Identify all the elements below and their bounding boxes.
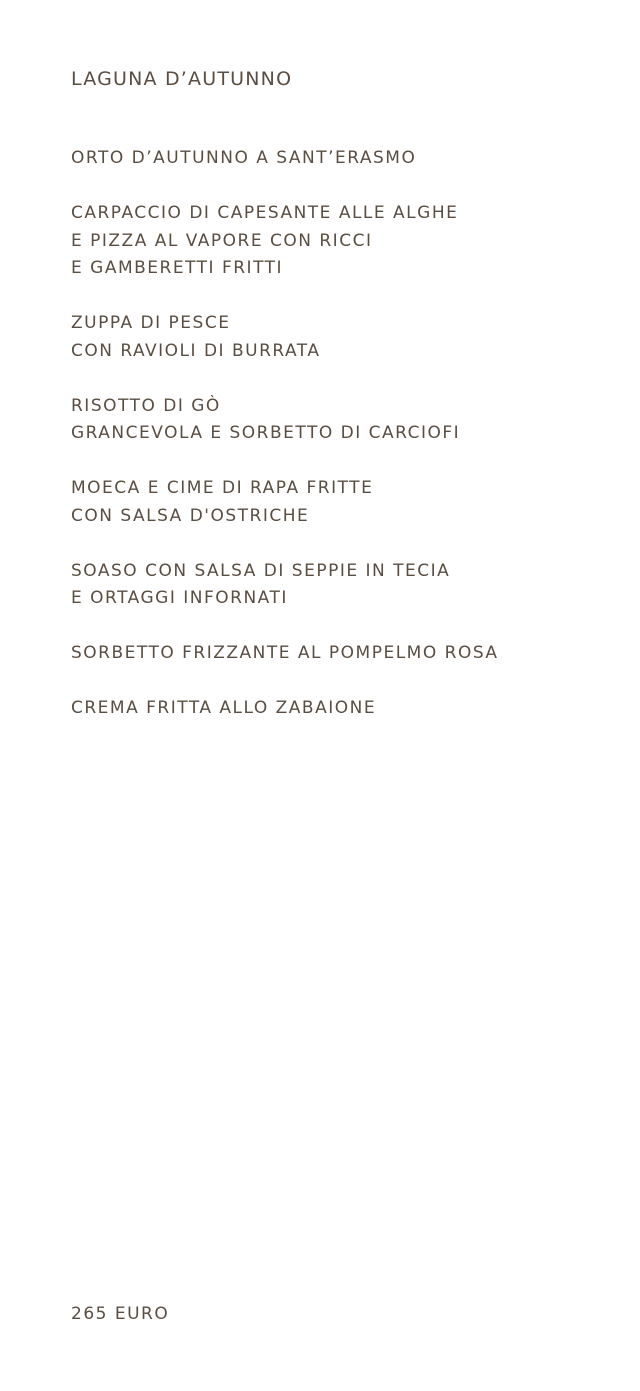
course-item (71, 695, 499, 723)
course-list (71, 145, 499, 750)
course-line: E ORTAGGI INFORNATI (71, 588, 288, 608)
course-line: GRANCEVOLA E SORBETTO DI CARCIOFI (71, 423, 461, 443)
course-item (71, 640, 499, 668)
course-line: SOASO CON SALSA DI SEPPIE IN TECIA (71, 560, 451, 581)
course-item (71, 145, 499, 173)
course-line: ZUPPA DI PESCE (71, 313, 231, 333)
course-line: CREMA FRITTA ALLO ZABAIONE (71, 698, 377, 718)
course-item (71, 393, 499, 448)
menu-title: LAGUNA D’AUTUNNO (71, 68, 293, 90)
menu-price: 265 EURO (71, 1304, 170, 1324)
course-line: ORTO D’AUTUNNO A SANT’ERASMO (71, 148, 417, 168)
course-item (71, 558, 499, 613)
course-line: E GAMBERETTI FRITTI (71, 258, 284, 278)
course-line: MOECA E CIME DI RAPA FRITTE (71, 478, 374, 498)
course-line: CON SALSA D'OSTRICHE (71, 505, 310, 526)
course-item (71, 475, 499, 530)
course-line: CARPACCIO DI CAPESANTE ALLE ALGHE (71, 203, 459, 223)
course-item (71, 310, 499, 365)
course-line: RISOTTO DI GÒ (71, 395, 221, 416)
course-line: E PIZZA AL VAPORE CON RICCI (71, 230, 373, 251)
course-line: CON RAVIOLI DI BURRATA (71, 340, 321, 361)
course-line: SORBETTO FRIZZANTE AL POMPELMO ROSA (71, 643, 499, 663)
course-item (71, 200, 499, 283)
